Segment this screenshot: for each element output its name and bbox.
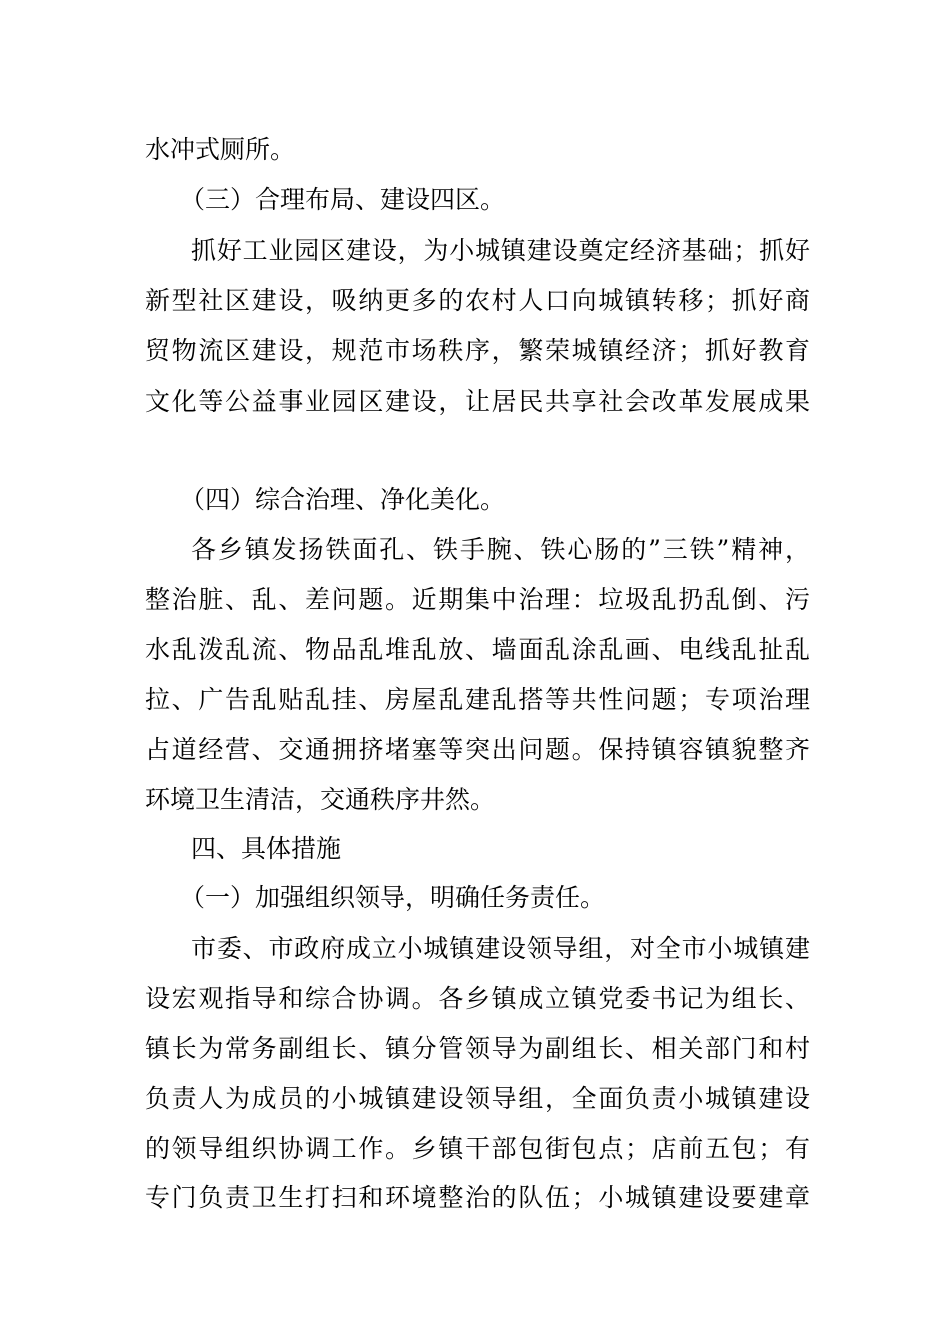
text-line: 镇长为常务副组长、镇分管领导为副组长、相关部门和村 — [145, 1034, 810, 1063]
section-heading: （一）加强组织领导，明确任务责任。 — [180, 883, 606, 912]
text-line: 负责人为成员的小城镇建设领导组，全面负责小城镇建设 — [145, 1084, 810, 1113]
text-line: 贸物流区建设，规范市场秩序，繁荣城镇经济；抓好教育 — [145, 336, 810, 365]
text-line: 新型社区建设，吸纳更多的农村人口向城镇转移；抓好商 — [145, 286, 810, 315]
text-line: 市委、市政府成立小城镇建设领导组，对全市小城镇建 — [191, 934, 810, 963]
text-line: 环境卫生清洁，交通秩序井然。 — [145, 785, 496, 814]
text-line: 抓好工业园区建设，为小城镇建设奠定经济基础；抓好 — [191, 236, 810, 265]
text-line: 水乱泼乱流、物品乱堆乱放、墙面乱涂乱画、电线乱扯乱 — [145, 635, 810, 664]
text-line: 各乡镇发扬铁面孔、铁手腕、铁心肠的”三铁”精神， — [191, 535, 810, 564]
text-line: 专门负责卫生打扫和环境整治的队伍；小城镇建设要建章 — [145, 1183, 810, 1212]
section-heading: （三）合理布局、建设四区。 — [180, 185, 506, 214]
text-line: 整治脏、乱、差问题。近期集中治理：垃圾乱扔乱倒、污 — [145, 585, 810, 614]
text-line: 拉、广告乱贴乱挂、房屋乱建乱搭等共性问题；专项治理 — [145, 685, 810, 714]
text-line: 占道经营、交通拥挤堵塞等突出问题。保持镇容镇貌整齐 — [145, 735, 810, 764]
section-heading: 四、具体措施 — [191, 834, 342, 863]
text-line: 水冲式厕所。 — [145, 135, 296, 164]
section-heading: （四）综合治理、净化美化。 — [180, 485, 506, 514]
text-line: 文化等公益事业园区建设，让居民共享社会改革发展成果 — [145, 387, 810, 416]
text-line: 的领导组织协调工作。乡镇干部包街包点；店前五包；有 — [145, 1134, 810, 1163]
text-line: 设宏观指导和综合协调。各乡镇成立镇党委书记为组长、 — [145, 984, 810, 1013]
